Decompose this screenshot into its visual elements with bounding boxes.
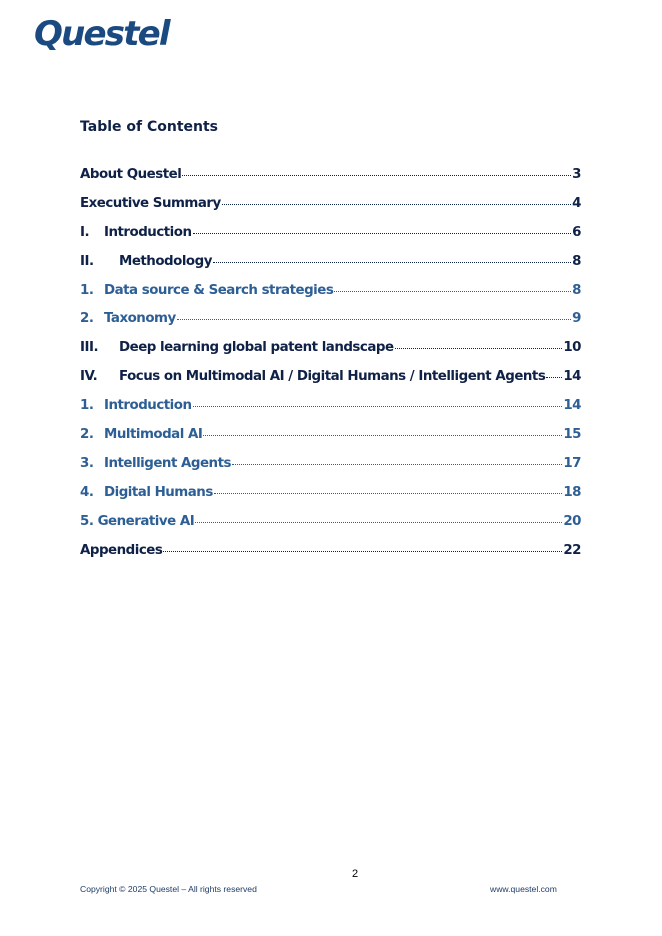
toc-entry-label: Methodology	[119, 253, 212, 269]
table-of-contents	[80, 163, 581, 567]
toc-entry[interactable]	[80, 539, 581, 568]
toc-entry-label: Multimodal AI	[104, 427, 203, 443]
toc-entry-label: 5. Generative AI	[80, 513, 195, 529]
toc-entry-page: 4	[572, 195, 581, 211]
toc-entry-label: Taxonomy	[104, 311, 176, 327]
toc-dot-leader	[182, 175, 571, 176]
toc-entry-page: 14	[563, 369, 581, 385]
toc-entry-label: Appendices	[80, 542, 163, 558]
toc-entry[interactable]	[80, 510, 581, 539]
toc-entry-page: 10	[563, 340, 581, 356]
toc-entry-page: 8	[572, 282, 581, 298]
toc-entry-page: 17	[563, 455, 581, 471]
toc-entry[interactable]	[80, 307, 581, 336]
toc-entry-number: 2.	[80, 427, 94, 443]
toc-entry-page: 20	[563, 513, 581, 529]
page-number: 2	[351, 868, 359, 880]
toc-entry-page: 15	[563, 427, 581, 443]
toc-dot-leader	[232, 464, 562, 465]
toc-entry-label: Focus on Multimodal AI / Digital Humans / Intelligent Agents	[119, 369, 546, 385]
toc-entry-number: 3.	[80, 455, 94, 471]
toc-dot-leader	[334, 291, 571, 292]
toc-entry-number: I.	[80, 224, 90, 240]
toc-entry[interactable]	[80, 452, 581, 481]
toc-entry[interactable]	[80, 163, 581, 192]
toc-dot-leader	[203, 435, 562, 436]
toc-entry-number: 1.	[80, 398, 94, 414]
toc-entry[interactable]	[80, 481, 581, 510]
toc-entry-label: Introduction	[104, 398, 192, 414]
toc-dot-leader	[222, 204, 571, 205]
toc-entry-page: 18	[563, 484, 581, 500]
toc-dot-leader	[213, 262, 571, 263]
toc-entry-label: Executive Summary	[80, 195, 221, 211]
toc-entry-number: 4.	[80, 484, 94, 500]
toc-dot-leader	[195, 522, 562, 523]
toc-entry-page: 22	[563, 542, 581, 558]
toc-title: Table of Contents	[80, 119, 219, 135]
toc-dot-leader	[546, 377, 562, 378]
toc-entry-page: 8	[572, 253, 581, 269]
toc-entry-label: Intelligent Agents	[104, 455, 231, 471]
toc-entry-label: Deep learning global patent landscape	[119, 340, 394, 356]
toc-entry-page: 6	[572, 224, 581, 240]
toc-dot-leader	[395, 348, 563, 349]
toc-dot-leader	[214, 493, 563, 494]
toc-entry-label: Digital Humans	[104, 484, 213, 500]
toc-entry-number: III.	[80, 340, 99, 356]
toc-entry-page: 9	[572, 311, 581, 327]
toc-entry-number: IV.	[80, 369, 98, 385]
toc-dot-leader	[177, 319, 571, 320]
toc-entry-label: Data source & Search strategies	[104, 282, 334, 298]
questel-logo: Questel	[34, 14, 169, 54]
toc-entry[interactable]	[80, 365, 581, 394]
toc-entry[interactable]	[80, 192, 581, 221]
toc-entry[interactable]	[80, 250, 581, 279]
toc-dot-leader	[193, 406, 563, 407]
toc-entry[interactable]	[80, 336, 581, 365]
toc-entry[interactable]	[80, 394, 581, 423]
toc-dot-leader	[163, 551, 562, 552]
toc-entry-label: About Questel	[80, 167, 182, 182]
toc-entry[interactable]	[80, 221, 581, 250]
toc-entry-number: 2.	[80, 311, 94, 327]
toc-entry[interactable]	[80, 423, 581, 452]
toc-entry-label: Introduction	[104, 224, 192, 240]
toc-entry-page: 3	[572, 167, 581, 182]
toc-entry-number: 1.	[80, 282, 94, 298]
toc-entry-page: 14	[563, 398, 581, 414]
footer-website-link[interactable]: www.questel.com	[490, 884, 557, 894]
toc-dot-leader	[193, 233, 572, 234]
toc-entry-number: II.	[80, 253, 94, 269]
footer-copyright: Copyright © 2025 Questel – All rights reserved	[80, 884, 257, 894]
toc-entry[interactable]	[80, 279, 581, 308]
